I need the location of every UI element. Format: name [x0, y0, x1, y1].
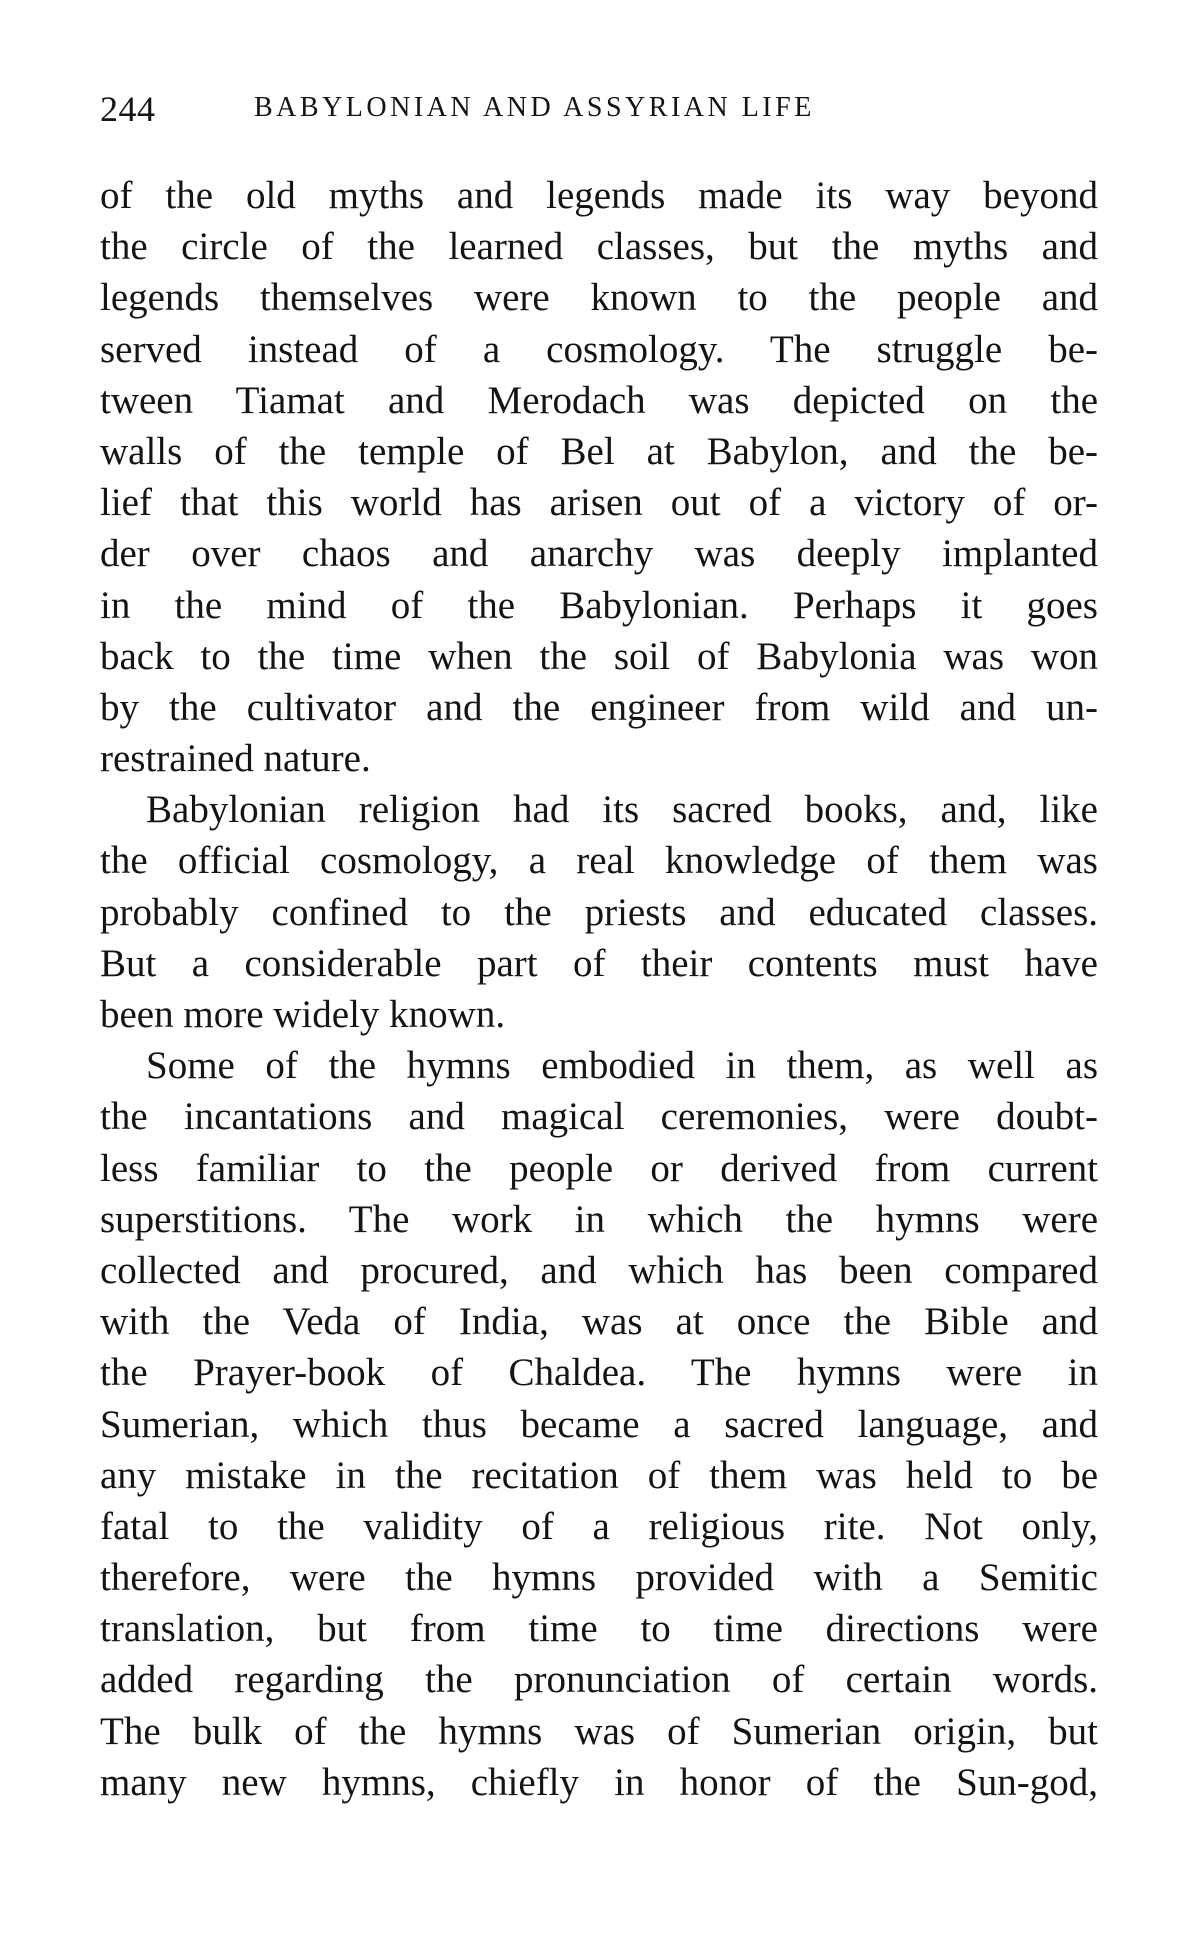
text-line: legends themselves were known to the people and — [100, 276, 1098, 320]
text-line: the circle of the learned classes, but the myths and — [100, 225, 1098, 269]
text-line: added regarding the pronunciation of certain words. — [100, 1658, 1098, 1702]
text-line: translation, but from time to time directions were — [100, 1607, 1098, 1651]
text-line: collected and procured, and which has been compared — [100, 1248, 1098, 1292]
text-line: der over chaos and anarchy was deeply implanted — [100, 532, 1098, 576]
text-line: of the old myths and legends made its way beyond — [100, 174, 1098, 217]
text-line: with the Veda of India, was at once the Bible and — [100, 1300, 1098, 1344]
text-line: probably confined to the priests and educated classes. — [100, 890, 1098, 934]
text-line: The bulk of the hymns was of Sumerian origin, but — [100, 1709, 1098, 1753]
page-number: 244 — [100, 89, 156, 129]
text-line: the Prayer-book of Chaldea. The hymns were in — [100, 1351, 1098, 1395]
body-text — [100, 170, 1098, 1808]
text-line: many new hymns, chiefly in honor of the Sun-god, — [100, 1760, 1098, 1804]
text-line: But a considerable part of their contents must have — [100, 941, 1098, 985]
text-line: Babylonian religion had its sacred books, and, like — [146, 788, 1098, 832]
page-header — [100, 88, 1098, 138]
text-line: Some of the hymns embodied in them, as well as — [146, 1044, 1098, 1088]
text-line: back to the time when the soil of Babylonia was won — [100, 634, 1098, 678]
text-line: the official cosmology, a real knowledge of them was — [100, 839, 1098, 883]
text-line: Sumerian, which thus became a sacred language, and — [100, 1402, 1098, 1446]
text-line: walls of the temple of Bel at Babylon, and the be- — [100, 429, 1098, 473]
text-line: by the cultivator and the engineer from wild and un- — [100, 685, 1098, 729]
text-line: superstitions. The work in which the hymns were — [100, 1197, 1098, 1241]
text-line: been more widely known. — [100, 993, 506, 1036]
text-line: the incantations and magical ceremonies, were doubt- — [100, 1095, 1098, 1139]
text-line: restrained nature. — [100, 737, 371, 781]
running-title: BABYLONIAN AND ASSYRIAN LIFE — [254, 92, 815, 123]
text-line: in the mind of the Babylonian. Perhaps it goes — [100, 583, 1098, 627]
text-line: fatal to the validity of a religious rite. Not only, — [100, 1504, 1098, 1548]
text-line: therefore, were the hymns provided with a Semitic — [100, 1556, 1098, 1600]
text-line: lief that this world has arisen out of a victory of or- — [100, 481, 1098, 525]
text-line: any mistake in the recitation of them was held to be — [100, 1453, 1098, 1497]
text-line: tween Tiamat and Merodach was depicted on the — [100, 378, 1098, 422]
text-line: served instead of a cosmology. The struggle be- — [100, 327, 1098, 371]
text-line: less familiar to the people or derived from current — [100, 1146, 1098, 1190]
